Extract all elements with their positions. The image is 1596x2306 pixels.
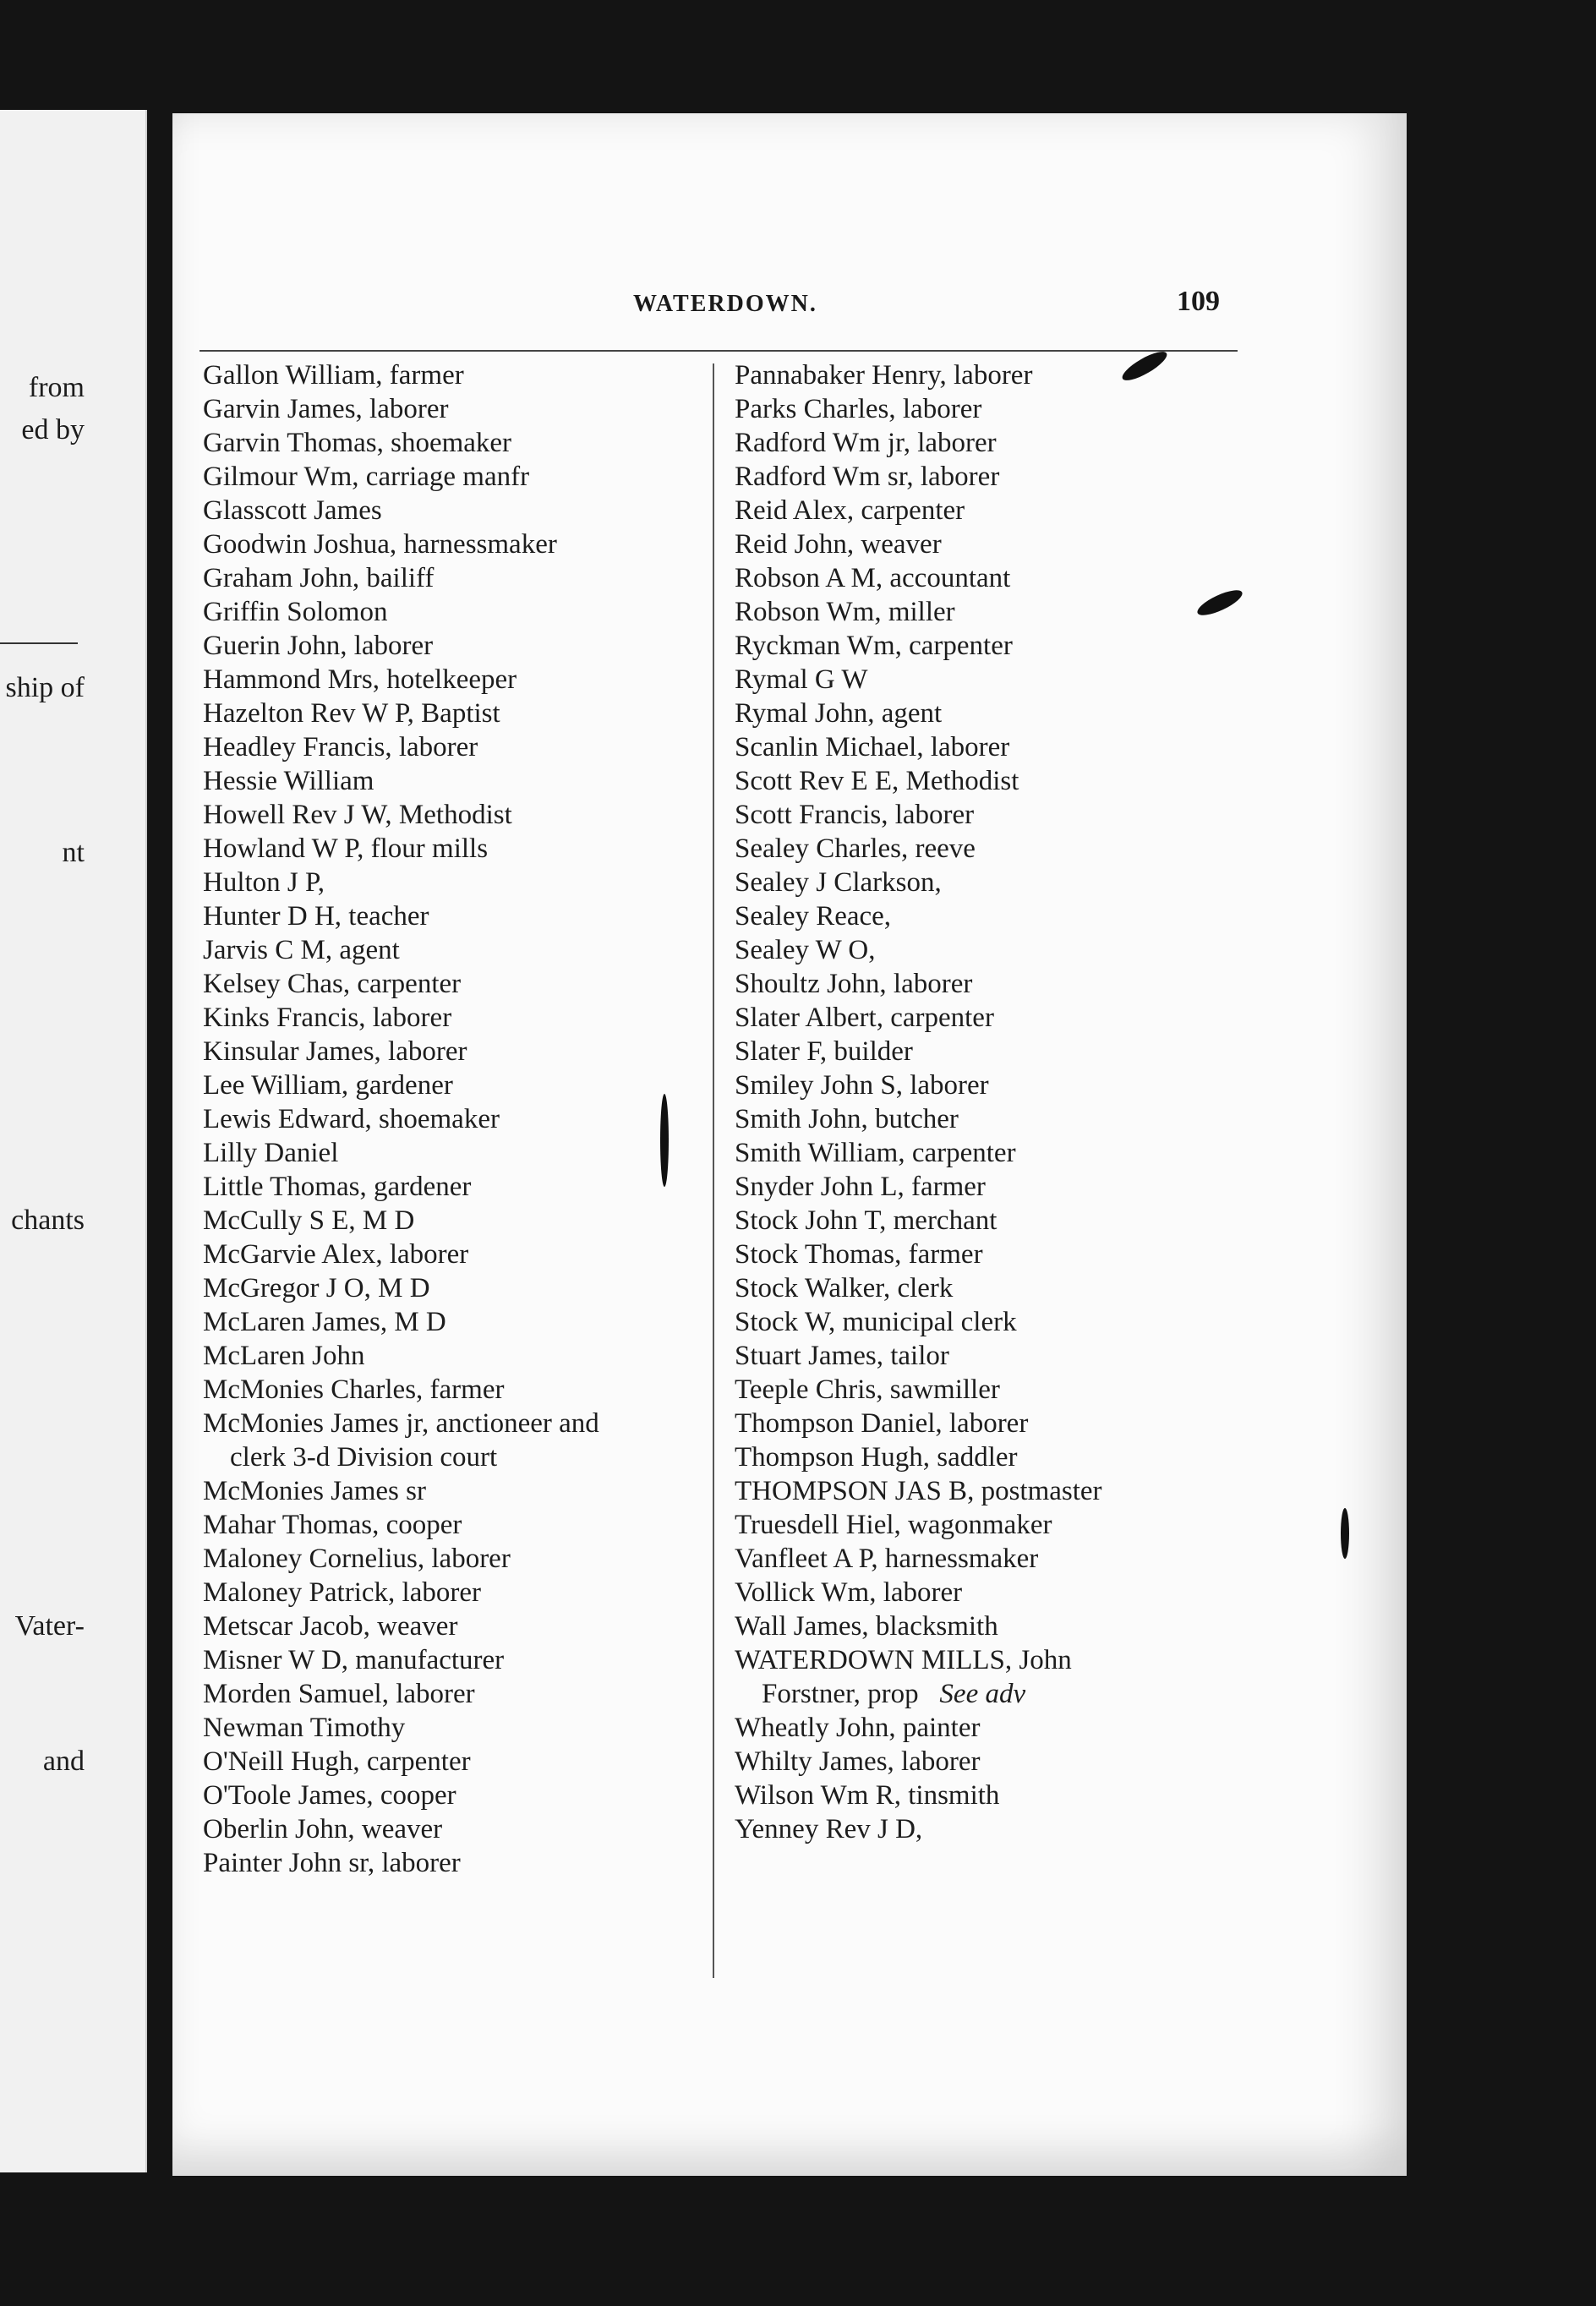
directory-entry: Stock Walker, clerk [735, 1273, 954, 1303]
directory-entry: Graham John, bailiff [203, 563, 435, 593]
directory-entry: Robson Wm, miller [735, 597, 955, 627]
directory-entry: Howland W P, flour mills [203, 833, 489, 864]
directory-page [172, 113, 1407, 2176]
directory-entry: Stock W, municipal clerk [735, 1307, 1017, 1337]
directory-entry: Gilmour Wm, carriage manfr [203, 462, 530, 492]
directory-entry: McLaren James, M D [203, 1307, 446, 1337]
left-fragment: chants [11, 1205, 85, 1236]
directory-entry: Painter John sr, laborer [203, 1848, 461, 1878]
directory-entry: Kinks Francis, laborer [203, 1003, 452, 1033]
directory-entry: McGregor J O, M D [203, 1273, 430, 1303]
entry-text: Forstner, prop [762, 1679, 919, 1709]
directory-entry: Slater Albert, carpenter [735, 1003, 994, 1033]
directory-entry: Mahar Thomas, cooper [203, 1510, 462, 1540]
left-fragment: ship of [5, 672, 85, 703]
directory-entry: THOMPSON JAS B, postmaster [735, 1476, 1102, 1506]
directory-entry: Reid John, weaver [735, 529, 942, 560]
directory-entry: Sealey Reace, [735, 901, 892, 932]
directory-entry: Hessie William [203, 766, 374, 796]
directory-entry: Kelsey Chas, carpenter [203, 969, 462, 999]
directory-entry: Howell Rev J W, Methodist [203, 800, 512, 830]
directory-entry: Headley Francis, laborer [203, 732, 478, 762]
directory-entry: Little Thomas, gardener [203, 1172, 472, 1202]
directory-entry: Misner W D, manufacturer [203, 1645, 505, 1675]
directory-entry: Robson A M, accountant [735, 563, 1011, 593]
directory-entry: Whilty James, laborer [735, 1746, 981, 1777]
directory-entry: Hammond Mrs, hotelkeeper [203, 664, 517, 695]
directory-entry: Hunter D H, teacher [203, 901, 429, 932]
directory-entry: Sealey Charles, reeve [735, 833, 976, 864]
directory-entry: Wheatly John, painter [735, 1713, 981, 1743]
directory-entry: WATERDOWN MILLS, John [735, 1645, 1072, 1675]
advertisement-note: See adv [939, 1679, 1026, 1709]
directory-entry: Scott Rev E E, Methodist [735, 766, 1019, 796]
directory-entry-continuation [735, 1677, 1343, 1711]
directory-entry: Lee William, gardener [203, 1070, 453, 1101]
left-fragment: and [42, 1746, 85, 1777]
directory-entry: Slater F, builder [735, 1036, 913, 1067]
ink-smudge [1341, 1508, 1349, 1559]
directory-entry: Lewis Edward, shoemaker [203, 1104, 500, 1134]
left-page-margin [0, 110, 147, 2172]
directory-entry: Vanfleet A P, harnessmaker [735, 1544, 1039, 1574]
directory-entry: Rymal John, agent [735, 698, 943, 729]
directory-entry: Stuart James, tailor [735, 1341, 949, 1371]
directory-entry: Kinsular James, laborer [203, 1036, 467, 1067]
left-rule [0, 642, 78, 644]
directory-entry: Thompson Daniel, laborer [735, 1408, 1029, 1439]
directory-entry: Jarvis C M, agent [203, 935, 400, 965]
directory-entry: Morden Samuel, laborer [203, 1679, 475, 1709]
left-fragment: ed by [21, 414, 85, 445]
directory-entry: Scott Francis, laborer [735, 800, 975, 830]
directory-entry: O'Neill Hugh, carpenter [203, 1746, 471, 1777]
directory-entry: Smith John, butcher [735, 1104, 959, 1134]
directory-entry: Pannabaker Henry, laborer [735, 360, 1033, 391]
left-fragment: from [28, 372, 85, 403]
ink-smudge [660, 1094, 669, 1187]
directory-entry: Wilson Wm R, tinsmith [735, 1780, 1000, 1811]
directory-entry: Stock Thomas, farmer [735, 1239, 983, 1270]
directory-entry-continuation: clerk 3-d Division court [230, 1442, 498, 1473]
page-title: WATERDOWN. [633, 291, 817, 317]
directory-entry: Scanlin Michael, laborer [735, 732, 1010, 762]
directory-entry: McMonies Charles, farmer [203, 1374, 505, 1405]
directory-entry: Teeple Chris, sawmiller [735, 1374, 1000, 1405]
directory-entry: Snyder John L, farmer [735, 1172, 986, 1202]
directory-entry: Truesdell Hiel, wagonmaker [735, 1510, 1052, 1540]
directory-entry: Radford Wm jr, laborer [735, 428, 997, 458]
directory-entry: Reid Alex, carpenter [735, 495, 965, 526]
directory-entry: McLaren John [203, 1341, 365, 1371]
directory-entry: Parks Charles, laborer [735, 394, 982, 424]
directory-column-right [735, 358, 1343, 1846]
directory-entry: Smith William, carpenter [735, 1138, 1016, 1168]
directory-entry: Metscar Jacob, weaver [203, 1611, 458, 1642]
directory-entry: McMonies James jr, anctioneer and [203, 1408, 599, 1439]
directory-entry: Radford Wm sr, laborer [735, 462, 1000, 492]
directory-entry: Thompson Hugh, saddler [735, 1442, 1018, 1473]
directory-entry: Lilly Daniel [203, 1138, 339, 1168]
directory-entry: Stock John T, merchant [735, 1205, 998, 1236]
directory-entry: Glasscott James [203, 495, 382, 526]
directory-entry: Smiley John S, laborer [735, 1070, 989, 1101]
directory-entry: Garvin Thomas, shoemaker [203, 428, 512, 458]
directory-entry: Newman Timothy [203, 1713, 406, 1743]
directory-entry: Wall James, blacksmith [735, 1611, 998, 1642]
directory-entry: McCully S E, M D [203, 1205, 415, 1236]
directory-entry: Goodwin Joshua, harnessmaker [203, 529, 557, 560]
directory-entry: Garvin James, laborer [203, 394, 449, 424]
directory-entry: McMonies James sr [203, 1476, 426, 1506]
directory-entry: Hulton J P, [203, 867, 325, 898]
directory-entry: Oberlin John, weaver [203, 1814, 443, 1844]
directory-entry: McGarvie Alex, laborer [203, 1239, 469, 1270]
header-rule [200, 350, 1238, 352]
directory-entry: Maloney Patrick, laborer [203, 1577, 481, 1608]
column-divider [713, 363, 714, 1978]
directory-entry: O'Toole James, cooper [203, 1780, 456, 1811]
directory-entry: Guerin John, laborer [203, 631, 434, 661]
directory-entry: Shoultz John, laborer [735, 969, 973, 999]
directory-entry: Sealey J Clarkson, [735, 867, 942, 898]
directory-column-left [203, 358, 710, 1880]
directory-entry: Sealey W O, [735, 935, 876, 965]
directory-entry: Hazelton Rev W P, Baptist [203, 698, 500, 729]
directory-entry: Gallon William, farmer [203, 360, 464, 391]
directory-entry: Vollick Wm, laborer [735, 1577, 963, 1608]
left-fragment: nt [62, 837, 85, 868]
left-fragment: Vater- [14, 1610, 85, 1642]
directory-entry: Ryckman Wm, carpenter [735, 631, 1013, 661]
page-number: 109 [1177, 286, 1220, 317]
directory-entry: Griffin Solomon [203, 597, 388, 627]
directory-entry: Yenney Rev J D, [735, 1814, 923, 1844]
page-header [172, 286, 1238, 325]
directory-entry: Maloney Cornelius, laborer [203, 1544, 511, 1574]
directory-entry: Rymal G W [735, 664, 868, 695]
